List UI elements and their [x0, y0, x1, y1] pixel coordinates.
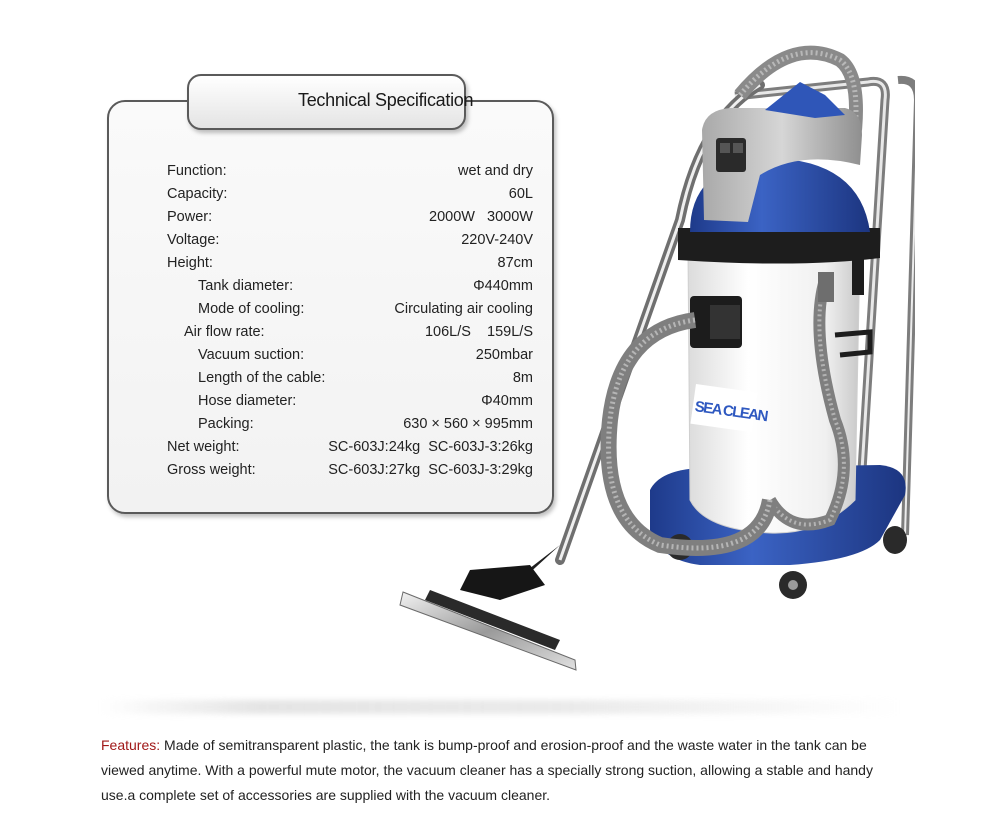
spec-title: Technical Specification: [298, 90, 474, 110]
spec-value: 106L/S 159L/S: [424, 324, 533, 340]
spec-value: 250mbar: [475, 347, 533, 363]
spec-label: Tank diameter:: [198, 278, 294, 294]
spec-value: 87cm: [497, 255, 533, 271]
vacuum-cleaner-image: [395, 35, 915, 675]
features-paragraph: [101, 733, 901, 808]
spec-label: Power:: [167, 209, 213, 225]
features-text: Made of semitransparent plastic, the tank is bump-proof and erosion-proof and the waste water in the tank can be viewed anytime. With a powerful mute motor, the vacuum cleaner has a specially strong suction, allowing a stable and handy use.a complete set of accessories are supplied with the vacuum cleaner.: [101, 737, 873, 803]
spec-value: 220V-240V: [461, 232, 533, 248]
spec-value: 60L: [508, 186, 533, 202]
spec-value: wet and dry: [458, 163, 533, 179]
spec-value: 8m: [512, 370, 533, 386]
brand-label: SEA CLEAN: [693, 398, 768, 426]
spec-label: Air flow rate:: [184, 324, 265, 340]
spec-label: Mode of cooling:: [198, 301, 305, 317]
spec-value: 2000W 3000W: [429, 209, 533, 225]
features-label: Features:: [101, 737, 161, 753]
spec-value: Circulating air cooling: [394, 301, 533, 317]
spec-label: Capacity:: [167, 186, 228, 202]
spec-label: Packing:: [198, 416, 254, 432]
decorative-blur-band: [100, 700, 900, 714]
spec-label: Function:: [167, 163, 227, 179]
spec-label: Hose diameter:: [198, 393, 297, 409]
spec-value: SC-603J:24kg SC-603J-3:26kg: [328, 439, 533, 455]
spec-label: Length of the cable:: [198, 370, 326, 386]
spec-label: Net weight:: [167, 439, 240, 455]
spec-value: Φ440mm: [473, 278, 533, 294]
spec-label: Height:: [167, 255, 213, 271]
spec-label: Vacuum suction:: [198, 347, 305, 363]
spec-value: Φ40mm: [481, 393, 533, 409]
spec-value: 630 × 560 × 995mm: [403, 416, 533, 432]
spec-label: Voltage:: [167, 232, 220, 248]
spec-label: Gross weight:: [167, 462, 256, 478]
spec-value: SC-603J:27kg SC-603J-3:29kg: [328, 462, 533, 478]
